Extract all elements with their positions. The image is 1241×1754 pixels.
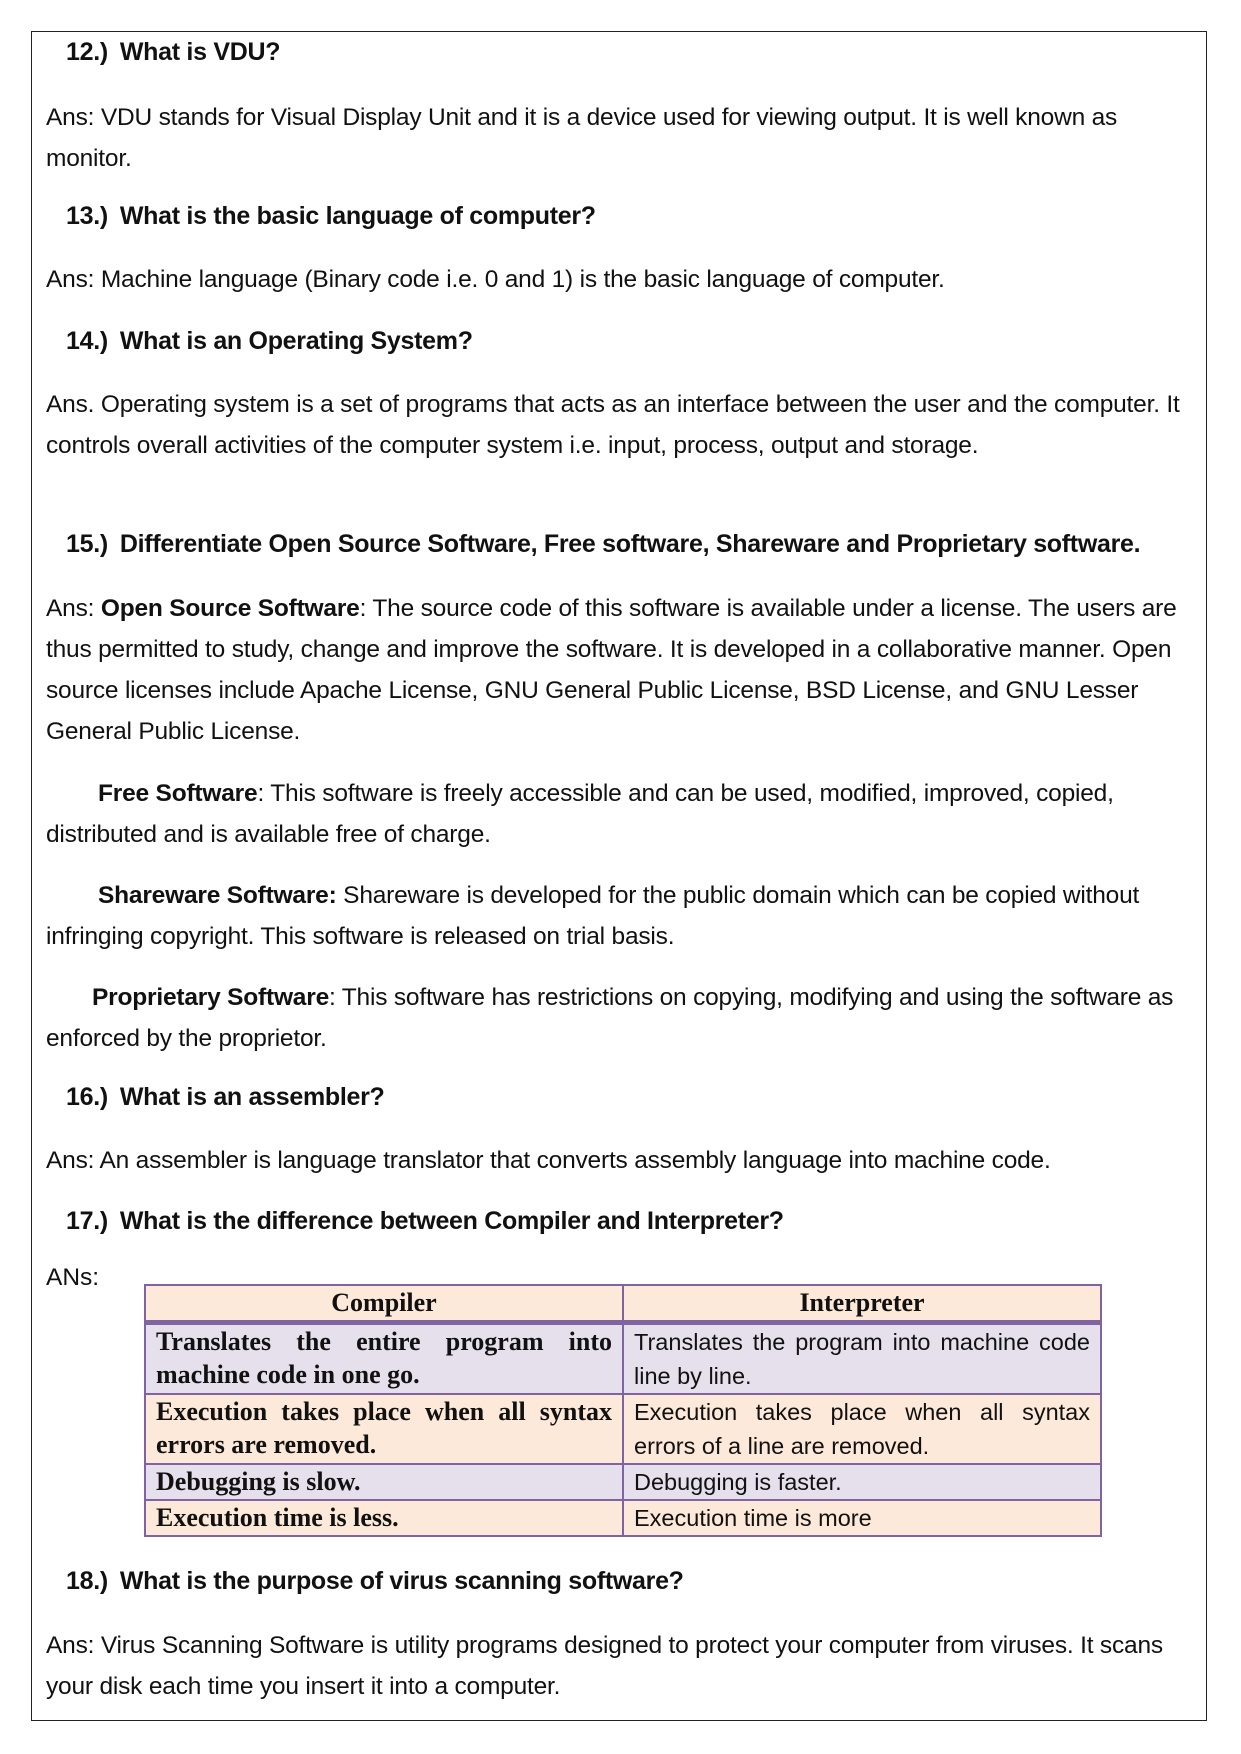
question-number: 16.) [66, 1083, 108, 1111]
question-text: What is the basic language of computer? [119, 202, 596, 230]
question-number: 15.) [66, 530, 108, 558]
definition-shareware [46, 875, 1206, 957]
header-compiler: Compiler [145, 1285, 623, 1323]
question-text: Differentiate Open Source Software, Free software, Shareware and Proprietary software. [119, 530, 1141, 558]
compiler-cell: Debugging is slow. [145, 1464, 623, 1500]
answer-label: ANs: [46, 1264, 100, 1291]
question-number: 12.) [66, 38, 108, 66]
compiler-cell: Translates the entire program into machine code in one go. [145, 1323, 623, 1395]
definition-text: The source code of this software is available under a license. The users are thus permitted to study, change and improve the software. It is developed in a collaborative manner. Open source licenses include Apache License, GNU General Public License, BSD License, and GNU Lesser General Public License. [46, 595, 1177, 745]
question-heading [66, 1207, 784, 1236]
question-heading [66, 202, 596, 231]
table-row [145, 1500, 1101, 1536]
definition-term: Shareware Software: [98, 882, 337, 909]
question-text: What is the purpose of virus scanning software? [119, 1567, 684, 1595]
question-heading [66, 530, 1140, 559]
question-number: 14.) [66, 327, 108, 355]
definition-text: This software is freely accessible and can be used, modified, improved, copied, distributed and is available free of charge. [46, 780, 1114, 848]
definition-proprietary [46, 977, 1206, 1059]
term-separator: : [257, 780, 265, 807]
interpreter-cell: Execution takes place when all syntax errors of a line are removed. [623, 1394, 1101, 1464]
definition-open-source [46, 588, 1206, 752]
question-heading [66, 38, 280, 67]
term-separator: : [329, 984, 336, 1011]
compiler-interpreter-table [144, 1284, 1102, 1537]
term-separator: : [359, 595, 367, 622]
interpreter-cell: Execution time is more [623, 1500, 1101, 1536]
answer-paragraph: Ans: VDU stands for Visual Display Unit and it is a device used for viewing output. It is well known as monitor. [46, 104, 1118, 172]
definition-term: Proprietary Software [92, 984, 329, 1011]
question-number: 18.) [66, 1567, 108, 1595]
table-row [145, 1464, 1101, 1500]
compiler-cell: Execution takes place when all syntax errors are removed. [145, 1394, 623, 1464]
answer-paragraph: Ans: Machine language (Binary code i.e. 0 and 1) is the basic language of computer. [46, 266, 945, 293]
definition-text: Shareware is developed for the public domain which can be copied without infringing copyright. This software is released on trial basis. [46, 882, 1140, 950]
question-heading [66, 1567, 684, 1596]
question-text: What is VDU? [119, 38, 281, 66]
answer-paragraph: Ans: An assembler is language translator that converts assembly language into machine code. [46, 1147, 1051, 1174]
table-row [145, 1323, 1101, 1395]
definition-term: Open Source Software [100, 595, 360, 622]
definition-text: This software has restrictions on copying, modifying and using the software as enforced by the proprietor. [46, 984, 1174, 1052]
header-interpreter: Interpreter [623, 1285, 1101, 1323]
question-text: What is an Operating System? [119, 327, 473, 355]
question-text: What is the difference between Compiler and Interpreter? [119, 1207, 784, 1235]
answer-paragraph: Ans: Virus Scanning Software is utility programs designed to protect your computer from viruses. It scans your disk each time you insert it into a computer. [46, 1632, 1163, 1700]
definition-free-software [46, 773, 1206, 855]
interpreter-cell: Translates the program into machine code line by line. [623, 1323, 1101, 1395]
question-number: 13.) [66, 202, 108, 230]
question-text: What is an assembler? [119, 1083, 385, 1111]
compiler-cell: Execution time is less. [145, 1500, 623, 1536]
answer-prefix: Ans: [46, 595, 101, 622]
question-number: 17.) [66, 1207, 108, 1235]
answer-paragraph: Ans. Operating system is a set of programs that acts as an interface between the user and the computer. It controls overall activities of the computer system i.e. input, process, output and storage. [46, 391, 1180, 459]
table-header-row [145, 1285, 1101, 1323]
definition-term: Free Software [98, 780, 258, 807]
table-row [145, 1394, 1101, 1464]
question-heading [66, 327, 473, 356]
question-heading [66, 1083, 385, 1112]
interpreter-cell: Debugging is faster. [623, 1464, 1101, 1500]
